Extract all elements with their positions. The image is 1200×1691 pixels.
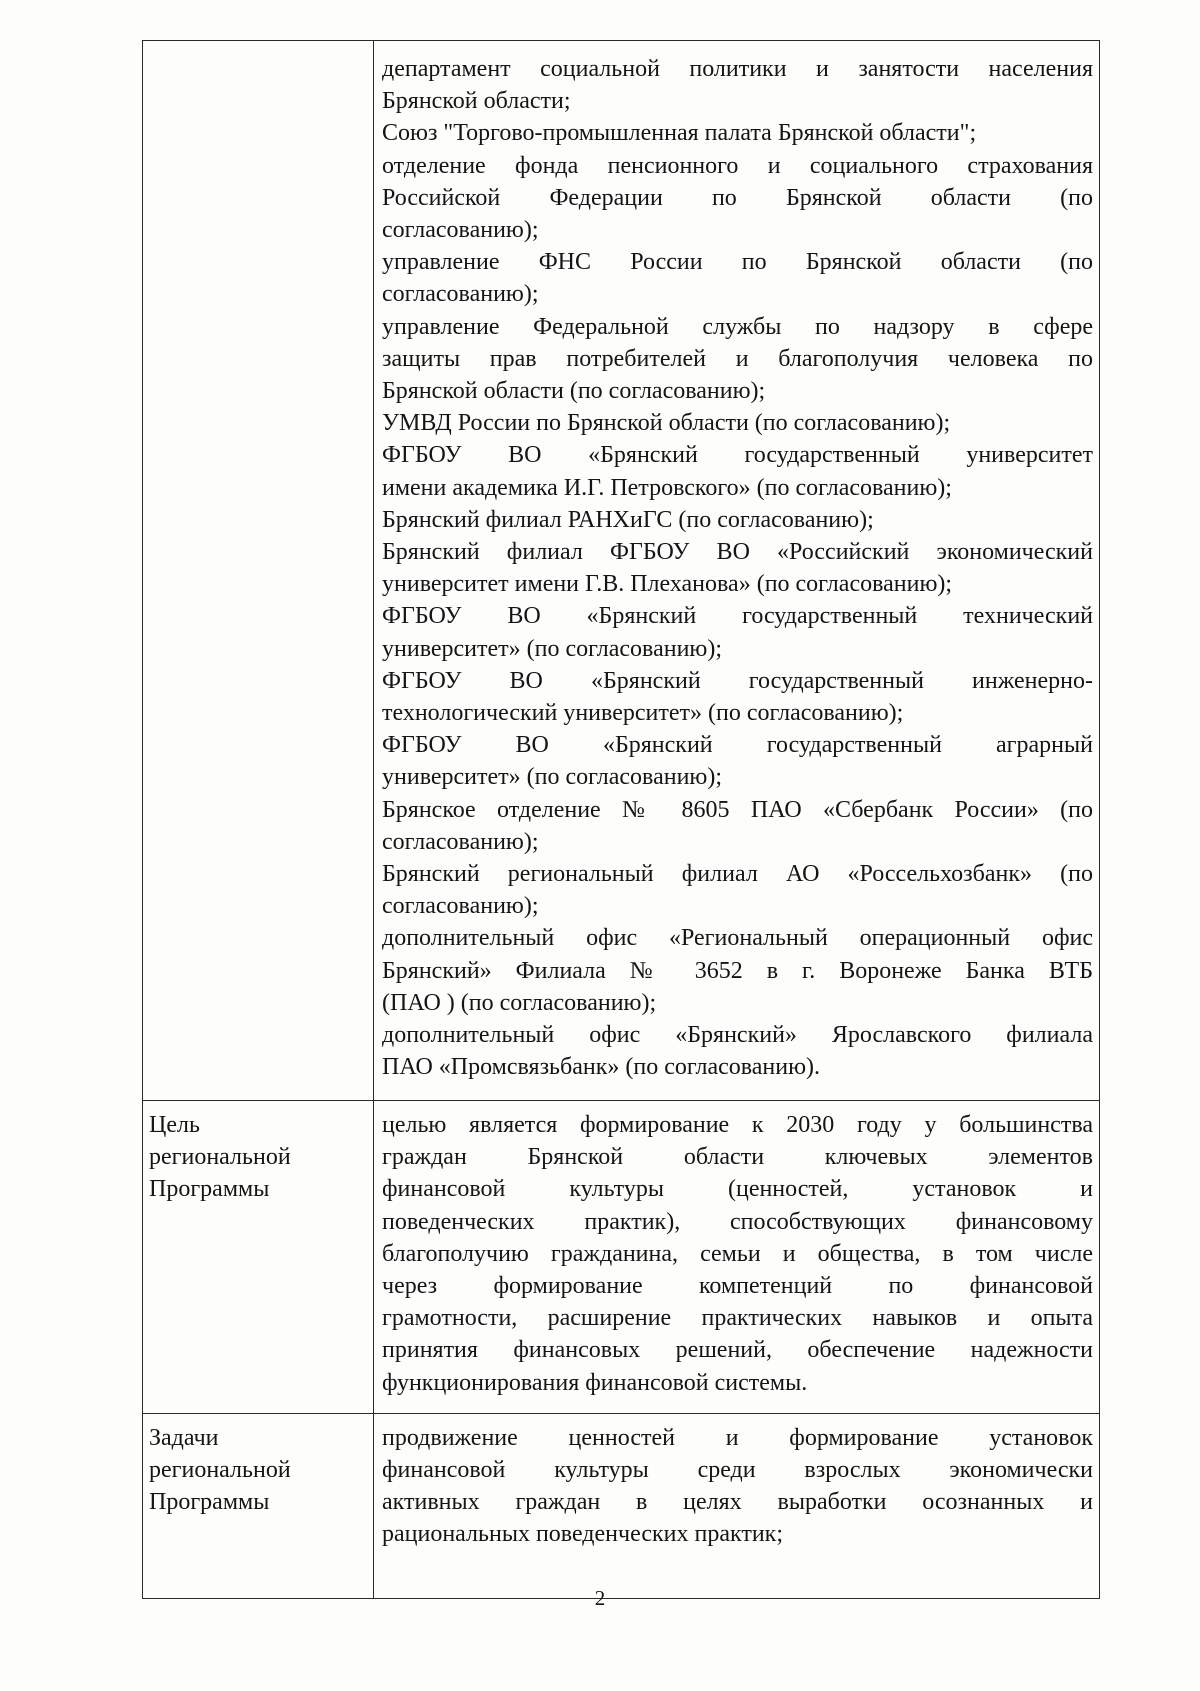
text-line: принятия финансовых решений, обеспечение надежности: [382, 1337, 1093, 1364]
row-label-line: Программы: [149, 1489, 270, 1516]
text-line: Брянский филиал РАНХиГС (по согласованию);: [382, 506, 874, 533]
text-line: ФГБОУ ВО «Брянский государственный университет: [382, 442, 1093, 469]
list-item: [382, 504, 1093, 536]
text-line: Брянское отделение № 8605 ПАО «Сбербанк России» (по: [382, 796, 1093, 823]
text-line: дополнительный офис «Брянский» Ярославского филиала: [382, 1022, 1093, 1049]
text-line: имени академика И.Г. Петровского» (по согласованию);: [382, 474, 952, 501]
list-item: [382, 246, 1093, 310]
text-line: отделение фонда пенсионного и социального страхования: [382, 152, 1093, 179]
text-line: согласованию);: [382, 281, 539, 308]
list-item: [382, 922, 1093, 1019]
text-line: дополнительный офис «Региональный операционный офис: [382, 925, 1093, 952]
row-label-line: Программы: [149, 1176, 270, 1203]
text-line: граждан Брянской области ключевых элементов: [382, 1144, 1093, 1171]
row-content-cell: [374, 1101, 1100, 1414]
list-item: [382, 729, 1093, 793]
list-item: [382, 1422, 1093, 1551]
text-line: Брянский» Филиала № 3652 в г. Воронеже Банка ВТБ: [382, 957, 1093, 984]
text-line: университет имени Г.В. Плеханова» (по согласованию);: [382, 571, 953, 598]
row-label-line: Задачи: [149, 1424, 219, 1451]
row-label-cell: [143, 41, 374, 1101]
text-line: университет» (по согласованию);: [382, 764, 722, 791]
text-line: департамент социальной политики и занятости населения: [382, 56, 1093, 82]
text-line: через формирование компетенций по финансовой: [382, 1273, 1093, 1300]
list-item: [382, 858, 1093, 922]
row-content: [382, 1109, 1093, 1399]
text-line: ФГБОУ ВО «Брянский государственный инженерно-: [382, 667, 1093, 694]
list-item: [382, 536, 1093, 600]
row-label: [149, 1101, 367, 1206]
text-line: Союз "Торгово-промышленная палата Брянской области";: [382, 120, 977, 147]
page-number: 2: [594, 1586, 606, 1610]
text-line: управление ФНС России по Брянской области (по: [382, 249, 1093, 276]
list-item: [382, 794, 1093, 858]
table-row: [143, 41, 1100, 1101]
text-line: поведенческих практик), способствующих финансовому: [382, 1208, 1093, 1235]
row-content-cell: [374, 41, 1100, 1101]
text-line: продвижение ценностей и формирование установок: [382, 1424, 1093, 1451]
table-row: [143, 1101, 1100, 1414]
text-line: грамотности, расширение практических навыков и опыта: [382, 1305, 1093, 1332]
text-line: согласованию);: [382, 217, 539, 244]
text-line: технологический университет» (по согласованию);: [382, 700, 904, 727]
text-line: Брянской области;: [382, 88, 571, 115]
row-content: [382, 1422, 1093, 1551]
list-item: [382, 665, 1093, 729]
text-line: финансовой культуры (ценностей, установок и: [382, 1176, 1093, 1203]
text-line: ПАО «Промсвязьбанк» (по согласованию).: [382, 1054, 821, 1081]
row-content: [382, 53, 1093, 1084]
list-item: [382, 439, 1093, 503]
text-line: ФГБОУ ВО «Брянский государственный технический: [382, 603, 1093, 630]
text-line: согласованию);: [382, 893, 539, 920]
text-line: Брянский филиал ФГБОУ ВО «Российский экономический: [382, 539, 1093, 566]
list-item: [382, 150, 1093, 247]
list-item: [382, 407, 1093, 439]
program-passport-table: [142, 40, 1100, 1599]
row-label: [149, 1414, 367, 1519]
row-label-cell: [143, 1413, 374, 1598]
text-line: ФГБОУ ВО «Брянский государственный аграрный: [382, 732, 1093, 759]
text-line: УМВД России по Брянской области (по согласованию);: [382, 410, 951, 437]
text-line: активных граждан в целях выработки осознанных и: [382, 1489, 1093, 1516]
text-line: финансовой культуры среди взрослых экономически: [382, 1457, 1093, 1484]
row-label-line: Цель: [149, 1112, 200, 1138]
text-line: Брянский региональный филиал АО «Россельхозбанк» (по: [382, 861, 1093, 888]
list-item: [382, 53, 1093, 117]
text-line: Российской Федерации по Брянской области (по: [382, 184, 1093, 211]
list-item: [382, 117, 1093, 149]
list-item: [382, 311, 1093, 408]
text-line: благополучию гражданина, семьи и общества, в том числе: [382, 1240, 1093, 1267]
text-line: управление Федеральной службы по надзору в сфере: [382, 313, 1093, 340]
text-line: Брянской области (по согласованию);: [382, 378, 766, 405]
text-line: согласованию);: [382, 828, 539, 855]
row-label-line: региональной: [149, 1457, 291, 1484]
row-label-cell: [143, 1101, 374, 1414]
row-content-cell: [374, 1413, 1100, 1598]
text-line: функционирования финансовой системы.: [382, 1369, 808, 1396]
list-item: [382, 1109, 1093, 1399]
row-label-line: региональной: [149, 1144, 291, 1171]
text-line: университет» (по согласованию);: [382, 635, 722, 662]
list-item: [382, 600, 1093, 664]
text-line: рациональных поведенческих практик;: [382, 1521, 783, 1548]
text-line: (ПАО ) (по согласованию);: [382, 989, 657, 1016]
row-label: [149, 41, 367, 49]
text-line: целью является формирование к 2030 году у большинства: [382, 1112, 1093, 1138]
table-row: [143, 1413, 1100, 1598]
text-line: защиты прав потребителей и благополучия человека по: [382, 345, 1093, 372]
list-item: [382, 1019, 1093, 1083]
